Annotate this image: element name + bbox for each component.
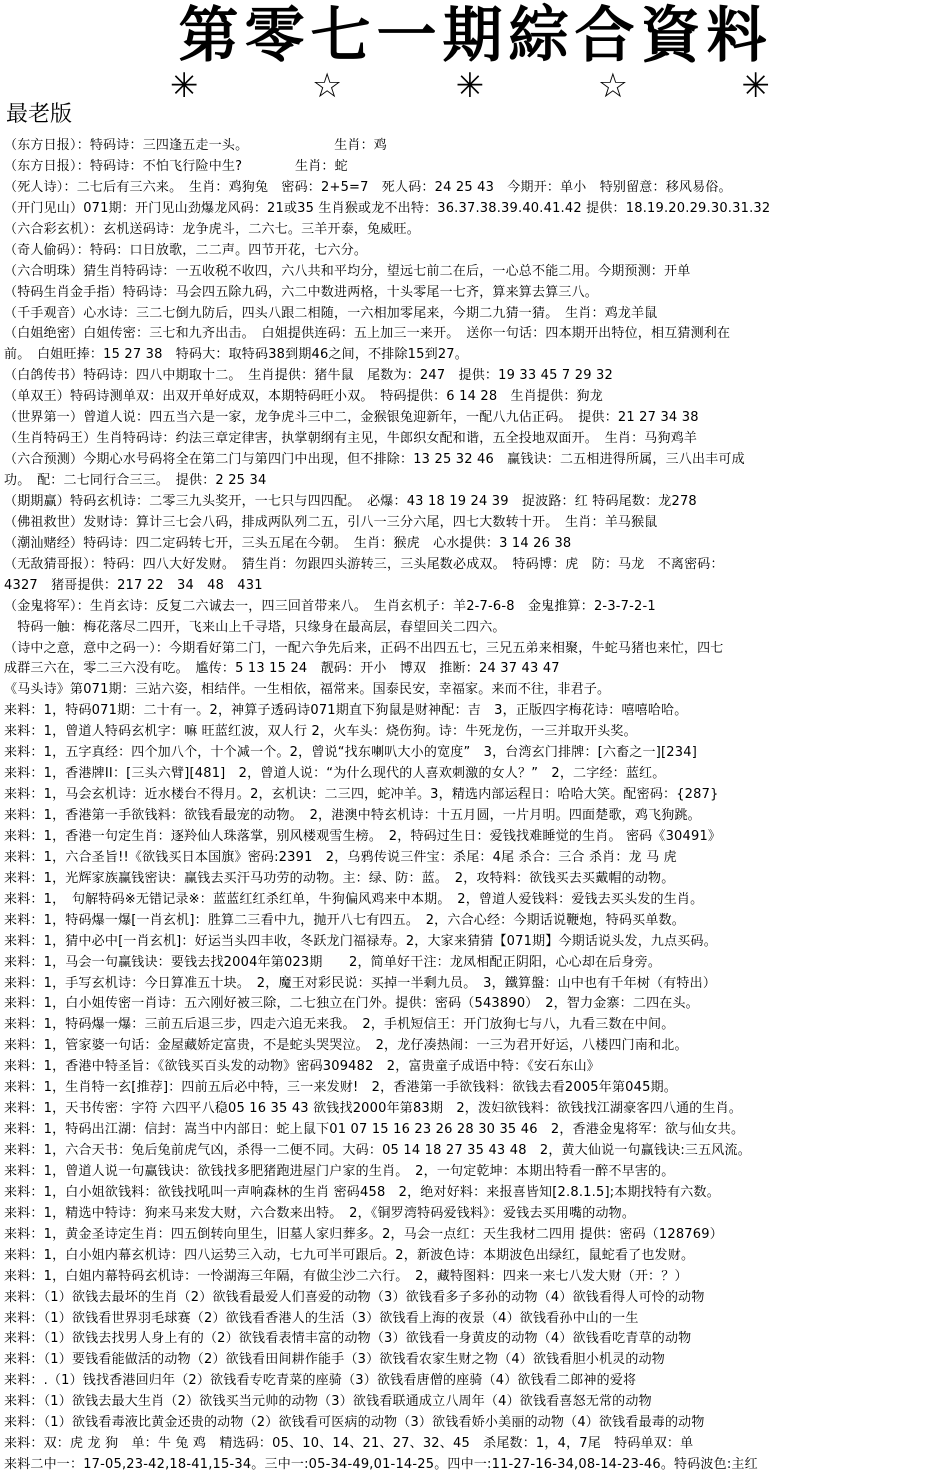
text-line: 来料：1，手写玄机诗：今日算准五十块。 2，魔王对彩民说：买掉一半剩九员。 3，鐵算盤：山中也有千年树（有特出） bbox=[4, 975, 717, 991]
text-line: 来料：1，白小姐欲钱料：欲钱找吼叫一声响森林的生肖 密码458 2，绝对好料：来报喜皆知[2.8.1.5];本期找特有六数。 bbox=[4, 1184, 720, 1200]
text-line: （千手观音）心水诗：三二七倒九防后，四头八跟二相随，一六相加零尾来，今期二九猜一猜。 生肖：鸡龙羊鼠 bbox=[4, 305, 658, 321]
text-line: （佛祖救世）发财诗：算计三七会八码，排成两队列二五，引八一三分六尾，四七大数转十开。 生肖：羊马猴鼠 bbox=[4, 514, 658, 530]
text-line: 来料：1，黄金圣诗定生肖：四五倒转向里生，旧墓人家归葬多。2，马会一点红：天生我材二四用 提供：密码（128769） bbox=[4, 1226, 723, 1242]
text-line: （六合预测）今期心水号码将全在第二门与第四门中出现，但不排除：13 25 32 46 赢钱诀：二五相进得所属，三八出丰可成 bbox=[4, 452, 745, 468]
text-line: 来料：1，精选中特诗：狗来马来发大财，六合数来出特。 2，《铜罗湾特码爱钱料》：爱钱去买用嘴的动物。 bbox=[4, 1205, 636, 1221]
text-line: 特码一触：梅花落尽二四开，飞来山上千寻塔，只缘身在最高层，春望回关二四六。 bbox=[4, 619, 506, 635]
text-line: 来料：（1）欲钱去找男人身上有的（2）欲钱看表情丰富的动物（3）欲钱看一身黄皮的动物（4）欲钱看吃青草的动物 bbox=[4, 1331, 692, 1347]
text-line: 来料：（1）欲钱看毒液比黄金还贵的动物（2）欲钱看可医病的动物（3）欲钱看娇小美丽的动物（4）欲钱看最毒的动物 bbox=[4, 1415, 705, 1431]
text-line: （开门见山）071期：开门见山劲爆龙风码：21或35 生肖猴或龙不出特：36.37.38.39.40.41.42 提供：18.19.20.29.30.31.32 bbox=[4, 200, 771, 216]
text-line: 来料：1，天书传密：字符 六四平八稳05 16 35 43 欲钱找2000年第83期 2，泼妇欲钱料：欲钱找江湖豪客四八通的生肖。 bbox=[4, 1101, 742, 1117]
text-line: 来料：1，六合圣旨!!《欲钱买日本国旗》密码:2391 2，乌鸦传说三件宝：杀尾：4尾 杀合：三合 杀肖：龙 马 虎 bbox=[4, 849, 677, 865]
text-line: 来料：1，白小姐传密一肖诗：五六刚好被三除，二七独立在门外。提供：密码（543890） 2，智力金寨：二四在头。 bbox=[4, 996, 699, 1012]
text-line: （白姐绝密）白姐传密：三七和九齐出击。 白姐提供连码：五上加三一来开。 送你一句话：四本期开出特位，相互猜测利在 bbox=[4, 326, 731, 342]
asterisk-icon: ✳ bbox=[455, 66, 485, 106]
text-line: （白鸽传书）特码诗：四八中期取十二。 生肖提供：猪牛鼠 尾数为：247 提供：19 33 45 7 29 32 bbox=[4, 368, 613, 384]
text-line: 来料：（1）要钱看能做活的动物（2）欲钱看田间耕作能手（3）欲钱看农家生财之物（4）欲钱看胆小机灵的动物 bbox=[4, 1352, 665, 1368]
document-body bbox=[4, 136, 948, 1476]
text-line: 来料：1，光辉家族赢钱密诀：赢钱去买汗马功劳的动物。主：绿、防：蓝。 2，攻特料：欲钱买去买戴帽的动物。 bbox=[4, 870, 675, 886]
star-icon: ☆ bbox=[597, 66, 629, 106]
text-line: 来料：1，马会一句赢钱诀：要钱去找2004年第023期 2，简单好干注：龙凤相配正阴阳，心心却在后身旁。 bbox=[4, 954, 662, 970]
text-line: 来料：1，曾道人特码玄机字：嘛 旺蓝红波，双人行 2，火车头：烧伤狗。诗：牛死龙伤，一三并取开头奖。 bbox=[4, 724, 637, 740]
text-line: 来料：1， 句解特码※无错记录※：蓝蓝红红杀红单，牛狗偏风鸡来中本期。 2，曾道人爱钱料：爱钱去买头发的生肖。 bbox=[4, 891, 704, 907]
text-line: 来料：1，管家婆一句话：金屋藏娇定富贵，不是蛇头哭哭泣。 2，龙仔凑热闹：一三为君开好运，八楼四门南和北。 bbox=[4, 1038, 688, 1054]
text-line: 来料：1，特码071期：二十有一。2，神算子透码诗071期直下狗鼠是财神配：吉 3，正版四字梅花诗：嘻嘻哈哈。 bbox=[4, 703, 688, 719]
text-line: 《马头诗》第071期：三站六姿，相结伴。一生相依，福常来。国泰民安，幸福家。来而不往，非君子。 bbox=[4, 682, 611, 698]
text-line: 前。 白姐旺捧：15 27 38 特码大：取特码38到期46之间，不排除15到27。 bbox=[4, 347, 468, 363]
text-line: （世界第一）曾道人说：四五当六是一家，龙争虎斗三中二，金猴银兔迎新年，一配八九佔正码。 提供：21 27 34 38 bbox=[4, 410, 699, 426]
text-line: 来料：（1）欲钱去最大生肖（2）欲钱买当元帅的动物（3）欲钱看联通成立八周年（4）欲钱看喜怒无常的动物 bbox=[4, 1394, 652, 1410]
text-line: （东方日报）：特码诗：三四逢五走一头。 生肖：鸡 bbox=[4, 138, 388, 153]
text-line: 来料二中一：17-05,23-42,18-41,15-34。三中一:05-34-49,01-14-25。四中一:11-27-16-34,08-14-23-46。特码波色:主红 bbox=[4, 1457, 758, 1473]
text-line: 来料：1，香港牌II：[三头六臂][481] 2，曾道人说：“为什么现代的人喜欢刺激的女人？” 2，二字经：蓝红。 bbox=[4, 766, 666, 782]
text-line: 来料：1，特码出江湖：信封：嵩当中内部日：蛇上鼠下01 07 15 16 23 26 28 30 35 46 2，香港金鬼将军：欲与仙女共。 bbox=[4, 1122, 745, 1138]
text-line: （生肖特码王）生肖特码诗：约法三章定律害，执掌朝纲有主见，牛郎织女配和谐，五全投地双面开。 生肖：马狗鸡羊 bbox=[4, 431, 698, 447]
edition-label: 最老版 bbox=[6, 102, 73, 127]
text-line: 来料：1，曾道人说一句赢钱诀：欲钱找多肥猪跑进屋门户家的生肖。 2，一句定乾坤：本期出特看一醉不早害的。 bbox=[4, 1163, 675, 1179]
text-line: （东方日报）：特码诗：不怕飞行险中生? 生肖：蛇 bbox=[4, 158, 348, 174]
text-line: 来料：.（1）钱找香港回归年（2）欲钱看专吃青菜的座骑（3）欲钱看唐僧的座骑（4）欲钱看二郎神的爱将 bbox=[4, 1373, 637, 1389]
text-line: （六合彩玄机）：玄机送码诗：龙争虎斗，二六七。三羊开泰，兔威旺。 bbox=[4, 221, 420, 237]
text-line: 4327 猪哥提供：217 22 34 48 431 bbox=[4, 577, 263, 593]
text-line: （六合明珠）猜生肖特码诗：一五收税不收四，六八共和平均分，望远七前二在后，一心总不能二用。今期预测：开单 bbox=[4, 263, 691, 279]
text-line: 来料：1，白姐内幕特码玄机诗：一怜湖海三年隔，有做尘沙二六行。 2，藏特图料：四来一来七八发大财（开：？） bbox=[4, 1268, 688, 1284]
asterisk-icon: ✳ bbox=[741, 66, 770, 106]
text-line: （无敌猜哥报）：特码：四八大好发财。 猜生肖：勿跟四头游转三，三头尾数必成双。 特码博：虎 防：马龙 不离密码： bbox=[4, 556, 724, 572]
text-line: （奇人偷码）：特码：口日放歌，二二声。四节开花，七六分。 bbox=[4, 242, 368, 258]
text-line: 来料：1，香港中特圣旨：《欲钱买百头发的动物》密码309482 2，富贵童子成语中特：《安石东山》 bbox=[4, 1059, 600, 1075]
text-line: 来料：1，五字真经：四个加八个，十个减一个。2，曾说“找东喇叭大小的宽度” 3，台湾玄门排牌：[六畜之一][234] bbox=[4, 745, 697, 761]
asterisk-icon: ✳ bbox=[170, 66, 199, 106]
text-line: 来料：1，猜中必中[一肖玄机]：好运当头四丰收，冬跃龙门福禄寿。2，大家来猜猜【071期】今期话说头发，九点买码。 bbox=[4, 933, 717, 949]
text-line: 功。 配：二七同行合三三。 提供：2 25 34 bbox=[4, 473, 267, 488]
text-line: 来料：1，香港一句定生肖：逐羚仙人珠落掌，别风楼观雪生榜。 2，特码过生日：爱钱找难睡觉的生肖。 密码《30491》 bbox=[4, 828, 722, 844]
text-line: 来料：1，白小姐内幕玄机诗：四八运势三入动，七九可半可跟后。2，新波色诗：本期波色出绿红，鼠蛇看了也发财。 bbox=[4, 1247, 695, 1263]
text-line: 来料：1，特码爆一爆[一肖玄机]：胜算二三看中九，抛开八七有四五。 2，六合心经：今期话说鞭炮，特码买单数。 bbox=[4, 912, 685, 928]
text-line: （特码生肖金手指）特码诗：马会四五除九码，六二中数进两格，十头零尾一七齐，算来算去算三八。 bbox=[4, 284, 599, 300]
text-line: （单双王）特码诗测单双：出双开单好成双，本期特码旺小双。 特码提供：6 14 28 生肖提供：狗龙 bbox=[4, 389, 603, 405]
text-line: （诗中之意，意中之码一）：今期看好第二门，一配六争先后来，正码不出四五七，三兄五弟来相聚，牛蛇马猪也来忙，四七 bbox=[4, 640, 724, 656]
text-line: 来料：1，香港第一手欲钱料：欲钱看最宠的动物。 2，港澳中特玄机诗：十五月圆，一片月明。四面楚歌，鸡飞狗跳。 bbox=[4, 808, 701, 823]
star-icon: ☆ bbox=[311, 66, 343, 106]
text-line: 来料：1，特码爆一爆：三前五后退三步，四走六追无来我。 2，手机短信王：开门放狗七与八，九看三数在中间。 bbox=[4, 1017, 675, 1033]
text-line: 来料：1，生肖特一玄[推荐]：四前五后必中特，三一来发财! 2，香港第一手欲钱料：欲钱去看2005年第045期。 bbox=[4, 1080, 677, 1096]
text-line: （金鬼将军）：生肖玄诗：反复二六诚去一，四三回首带来八。 生肖玄机子：羊2-7-6-8 金鬼推算：2-3-7-2-1 bbox=[4, 598, 656, 614]
text-line: （死人诗）：二七后有三六来。 生肖：鸡狗兔 密码：2+5=7 死人码：24 25 43 今期开：单小 特别留意：移风易俗。 bbox=[4, 179, 732, 195]
text-line: 来料：1，马会玄机诗：近水楼台不得月。2，玄机诀：二三四，蛇冲羊。3，精选内部运程日：哈哈大笑。配密码：{287} bbox=[4, 787, 719, 803]
text-line: 来料：1，六合天书：兔后兔前虎气凶，杀得一二便不同。大码：05 14 18 27 35 43 48 2，黄大仙说一句赢钱诀:三五风流。 bbox=[4, 1143, 751, 1158]
text-line: （潮汕赌经）特码诗：四二定码转七开，三头五尾在今朝。 生肖：猴虎 心水提供：3 14 26 38 bbox=[4, 535, 572, 551]
text-line: 来料：（1）欲钱看世界羽毛球赛（2）欲钱看香港人的生活（3）欲钱看上海的夜景（4）欲钱看孙中山的一生 bbox=[4, 1310, 639, 1326]
star-decoration-row bbox=[170, 68, 770, 104]
text-line: （期期赢）特码玄机诗：二零三九头奖开，一七只与四四配。 必爆：43 18 19 24 39 捉波路：红 特码尾数：龙278 bbox=[4, 493, 697, 509]
text-line: 来料：（1）欲钱去最坏的生肖（2）欲钱看最爱人们喜爱的动物（3）欲钱看多子多孙的动物（4）欲钱看得人可怜的动物 bbox=[4, 1289, 705, 1305]
text-line: 成群三六在，零二三六没有吃。 尴传：5 13 15 24 靓码：开小 博双 推断：24 37 43 47 bbox=[4, 661, 560, 677]
page-title: 第零七一期綜合資料 bbox=[178, 1, 773, 71]
text-line: 来料：双：虎 龙 狗 单：牛 兔 鸡 精选码：05、10、14、21、27、32、45 杀尾数：1，4，7尾 特码单双：单 bbox=[4, 1436, 694, 1452]
